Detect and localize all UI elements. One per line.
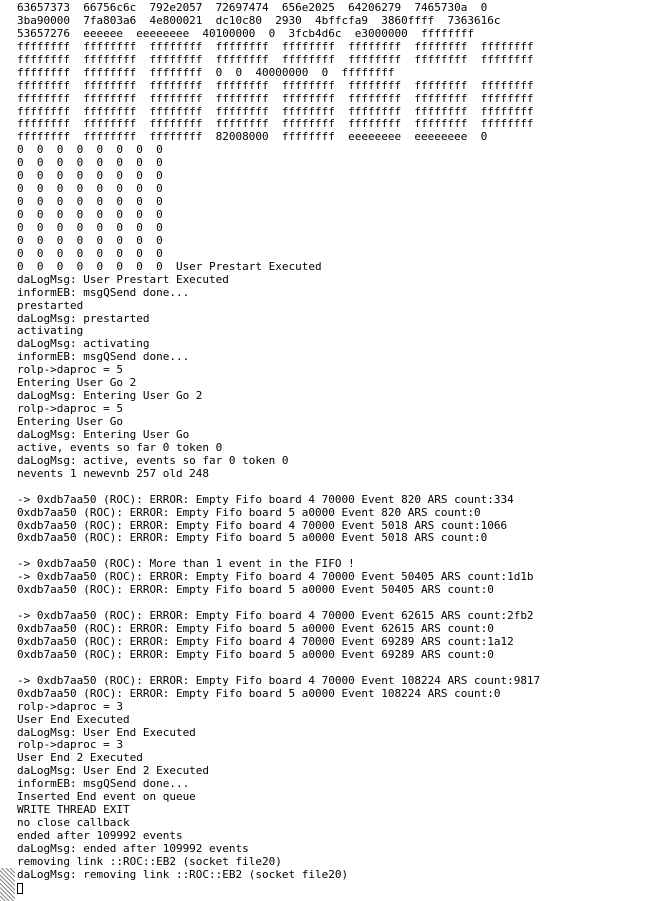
terminal-line: 0 0 0 0 0 0 0 0 [17,208,163,221]
terminal-line: -> 0xdb7aa50 (ROC): ERROR: Empty Fifo board 4 70000 Event 62615 ARS count:2fb2 [17,609,534,623]
terminal-line [17,662,647,675]
terminal-line: daLogMsg: Entering User Go 2 [17,389,203,403]
terminal-line: removing link ::ROC::EB2 (socket file20) [17,854,282,868]
terminal-line: informEB: msgQSend done... [17,285,190,299]
terminal-line: 0xdb7aa50 (ROC): ERROR: Empty Fifo board 4 70000 Event 69289 ARS count:1a12 [17,634,514,648]
terminal-line: -> 0xdb7aa50 (ROC): ERROR: Empty Fifo board 4 70000 Event 50405 ARS count:1d1b [17,570,534,584]
terminal-line: Entering User Go [17,415,123,428]
terminal-line: activating [17,324,84,338]
terminal-line: daLogMsg: active, events so far 0 token 0 [17,453,289,467]
scrollbar-thumb[interactable] [0,868,15,901]
terminal-line: WRITE THREAD EXIT [17,803,130,817]
terminal-line: 0xdb7aa50 (ROC): ERROR: Empty Fifo board 5 a0000 Event 50405 ARS count:0 [17,583,494,597]
terminal-line: -> 0xdb7aa50 (ROC): ERROR: Empty Fifo board 4 70000 Event 108224 ARS count:9817 [17,673,541,687]
terminal-line: daLogMsg: User End Executed [17,725,196,739]
terminal-line: 0xdb7aa50 (ROC): ERROR: Empty Fifo board 5 a0000 Event 69289 ARS count:0 [17,647,494,661]
terminal-line: daLogMsg: ended after 109992 events [17,841,249,855]
terminal-line: 0 0 0 0 0 0 0 0 [17,156,163,170]
terminal-line: daLogMsg: activating [17,337,150,351]
text-cursor [17,883,23,894]
terminal-line: nevents 1 newevnb 257 old 248 [17,466,210,480]
terminal-line: ffffffff ffffffff ffffffff 82008000 ffffffff eeeeeeee eeeeeeee 0 [17,130,488,144]
terminal-line: no close callback [17,816,130,830]
terminal-line: 0xdb7aa50 (ROC): ERROR: Empty Fifo board 5 a0000 Event 5018 ARS count:0 [17,531,488,545]
terminal-line: 53657276 eeeeee eeeeeeee 40100000 0 3fcb4d6c e3000000 ffffffff [17,26,474,40]
terminal-line: ffffffff ffffffff ffffffff ffffffff ffffffff ffffffff ffffffff ffffffff [17,52,534,66]
terminal-line: User End Executed [17,712,130,726]
terminal-line: ended after 109992 events [17,829,183,842]
terminal-line: 0xdb7aa50 (ROC): ERROR: Empty Fifo board 4 70000 Event 5018 ARS count:1066 [17,518,508,532]
terminal-line: Entering User Go 2 [17,376,137,390]
terminal-line: active, events so far 0 token 0 [17,440,223,454]
terminal-line: 0 0 0 0 0 0 0 0 [17,182,163,196]
terminal-line: ffffffff ffffffff ffffffff ffffffff ffffffff ffffffff ffffffff ffffffff [17,104,534,118]
terminal-line: rolp->daproc = 5 [17,363,123,377]
prompt-line[interactable] [17,882,647,895]
terminal-line: ffffffff ffffffff ffffffff ffffffff ffffffff ffffffff ffffffff ffffffff [17,117,534,131]
terminal-line: prestarted [17,298,84,312]
terminal-line: daLogMsg: User Prestart Executed [17,272,229,286]
terminal-line: 0xdb7aa50 (ROC): ERROR: Empty Fifo board 5 a0000 Event 62615 ARS count:0 [17,622,494,635]
terminal-line: informEB: msgQSend done... [17,350,190,364]
terminal-line: daLogMsg: removing link ::ROC::EB2 (socket file20) [17,867,349,881]
terminal-line: 0 0 0 0 0 0 0 0 [17,169,163,183]
terminal-line: 0xdb7aa50 (ROC): ERROR: Empty Fifo board 5 a0000 Event 108224 ARS count:0 [17,686,501,700]
terminal-line: ffffffff ffffffff ffffffff 0 0 40000000 0 ffffffff [17,65,395,79]
terminal-line: 0 0 0 0 0 0 0 0 [17,143,163,157]
terminal-line: ffffffff ffffffff ffffffff ffffffff ffffffff ffffffff ffffffff ffffffff [17,91,534,105]
terminal-line: 0 0 0 0 0 0 0 0 [17,195,163,209]
terminal-line: ffffffff ffffffff ffffffff ffffffff ffffffff ffffffff ffffffff ffffffff [17,78,534,92]
terminal-line [17,481,647,494]
terminal-line: 0 0 0 0 0 0 0 0 [17,233,163,247]
terminal-output [17,2,647,895]
terminal-line: 63657373 66756c6c 792e2057 72697474 656e2025 64206279 7465730a 0 [17,1,488,14]
terminal-line: ffffffff ffffffff ffffffff ffffffff ffffffff ffffffff ffffffff ffffffff [17,39,534,53]
terminal-line: -> 0xdb7aa50 (ROC): ERROR: Empty Fifo board 4 70000 Event 820 ARS count:334 [17,492,514,506]
terminal-line: informEB: msgQSend done... [17,777,190,791]
terminal-line: Inserted End event on queue [17,790,196,804]
terminal-line: -> 0xdb7aa50 (ROC): More than 1 event in the FIFO ! [17,557,355,571]
terminal-line: 0 0 0 0 0 0 0 0 [17,246,163,260]
terminal-line: User End 2 Executed [17,751,143,765]
terminal-line: rolp->daproc = 3 [17,738,123,752]
terminal-line: 0 0 0 0 0 0 0 0 User Prestart Executed [17,259,322,273]
terminal-line: 3ba90000 7fa803a6 4e800021 dc10c80 2930 4bffcfa9 3860ffff 7363616c [17,13,501,27]
scrollbar[interactable] [0,0,15,901]
terminal-line: daLogMsg: prestarted [17,311,150,325]
terminal-line: rolp->daproc = 5 [17,402,123,416]
terminal-line: 0 0 0 0 0 0 0 0 [17,220,163,234]
terminal-line: daLogMsg: Entering User Go [17,427,190,441]
terminal-line: rolp->daproc = 3 [17,699,123,713]
terminal-line: 0xdb7aa50 (ROC): ERROR: Empty Fifo board 5 a0000 Event 820 ARS count:0 [17,505,481,519]
terminal-line: daLogMsg: User End 2 Executed [17,764,210,778]
